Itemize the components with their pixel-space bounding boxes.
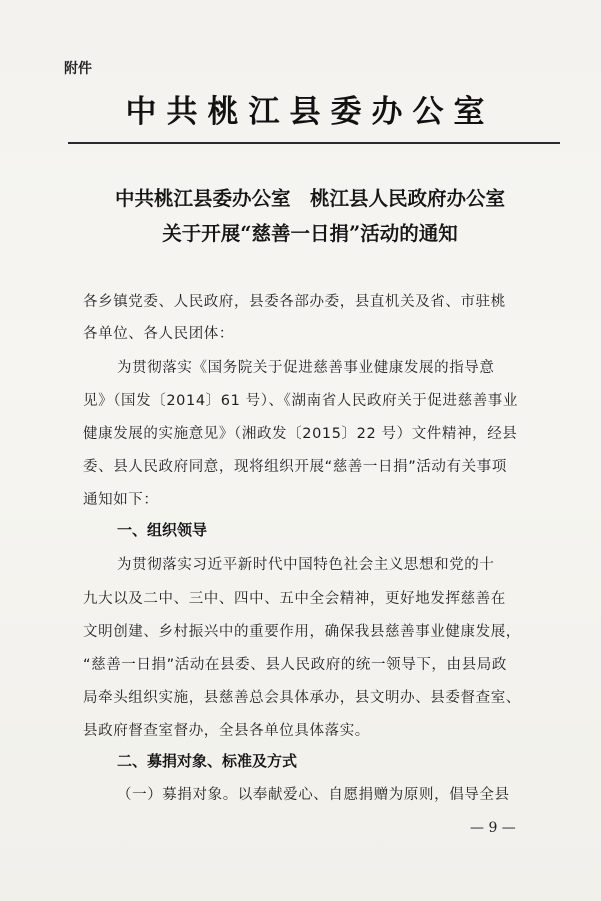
attachment-label: 附件: [64, 61, 92, 77]
intro-line-3: 健康发展的实施意见》（湘政发〔2015〕22 号）文件精神，经县: [83, 426, 518, 442]
intro-line-2: 见》（国发〔2014〕61 号）、《湖南省人民政府关于促进慈善事业: [83, 393, 519, 409]
section-2-heading: 二、募捐对象、标准及方式: [117, 752, 298, 770]
header-rule: [68, 142, 560, 144]
section-1-line-4: “慈善一日捐”活动在县委、县人民政府的统一领导下，由县局政: [83, 657, 507, 673]
intro-line-1: 为贯彻落实《国务院关于促进慈善事业健康发展的指导意: [117, 360, 495, 376]
section-1-line-1: 为贯彻落实习近平新时代中国特色社会主义思想和党的十: [117, 557, 495, 573]
intro-line-5: 通知如下：: [83, 492, 159, 508]
intro-line-4: 委、县人民政府同意，现将组织开展“慈善一日捐”活动有关事项: [83, 459, 507, 475]
section-1-heading: 一、组织领导: [117, 521, 208, 539]
section-1-line-6: 县政府督查室督办，全县各单位具体落实。: [83, 723, 370, 739]
section-1-line-2: 九大以及二中、三中、四中、五中全会精神，更好地发挥慈善在: [83, 591, 506, 607]
salutation-line-2: 各单位、各人民团体：: [83, 326, 234, 342]
section-1-line-3: 文明创建、乡村振兴中的重要作用，确保我县慈善事业健康发展，: [83, 624, 521, 640]
document-title-line-1: 中共桃江县委办公室 桃江县人民政府办公室: [114, 187, 505, 210]
section-1-line-5: 局牵头组织实施，县慈善总会具体承办，县文明办、县委督查室、: [83, 690, 521, 706]
page-number: — 9 —: [470, 820, 516, 836]
org-header: 中共桃江县委办公室: [125, 94, 495, 130]
document-title-line-2: 关于开展“慈善一日捐”活动的通知: [162, 222, 458, 245]
section-2-line-1: （一）募捐对象。以奉献爱心、自愿捐赠为原则，倡导全县: [117, 787, 510, 803]
salutation-line-1: 各乡镇党委、人民政府，县委各部办委，县直机关及省、市驻桃: [83, 294, 506, 310]
